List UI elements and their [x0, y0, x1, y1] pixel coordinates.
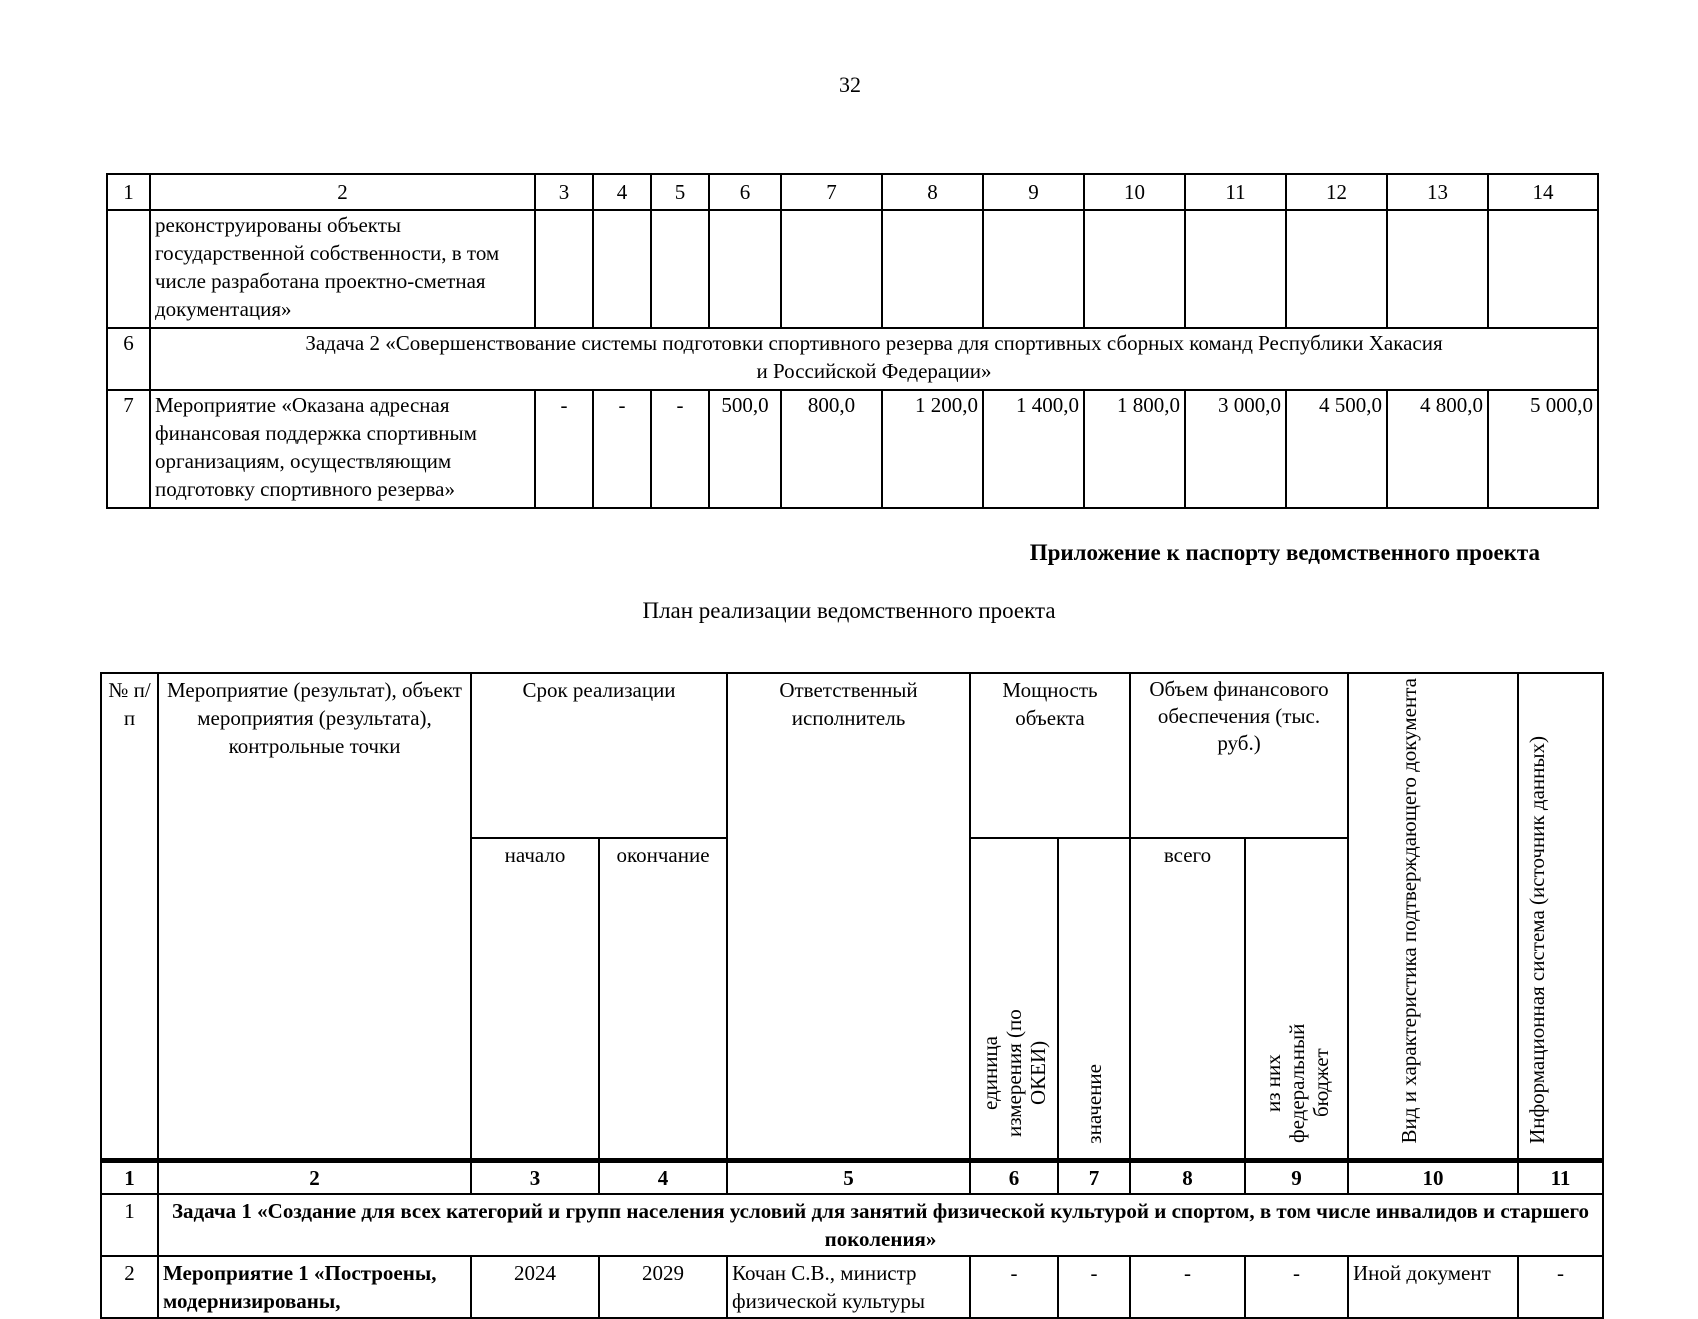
column-number: 5 [727, 1161, 970, 1195]
header-end: окончание [599, 838, 727, 1161]
event-name: Мероприятие 1 «Построены, модернизированы, [158, 1256, 471, 1318]
value-cell: 500,0 [709, 390, 781, 508]
column-number: 9 [983, 174, 1084, 210]
column-number: 5 [651, 174, 709, 210]
continued-row-text: реконструированы объекты государственной собственности, в том числе разработана проектно-сметная документация» [150, 210, 535, 328]
plan-title: План реализации ведомственного проекта [642, 598, 1056, 623]
plan-table [100, 672, 1604, 1319]
table-cell [651, 210, 709, 328]
table-cell [107, 210, 150, 328]
column-number: 7 [781, 174, 882, 210]
column-number-row [101, 1161, 1603, 1195]
column-number: 10 [1348, 1161, 1518, 1195]
value-cell: 3 000,0 [1185, 390, 1286, 508]
header-responsible: Ответственный исполнитель [727, 673, 970, 1161]
table-cell [882, 210, 983, 328]
start-year: 2024 [471, 1256, 599, 1318]
table-row [107, 210, 1598, 328]
responsible-executor: Кочан С.В., министр физической культуры [727, 1256, 970, 1318]
row-number: 6 [107, 328, 150, 390]
header-federal-cell [1245, 838, 1348, 1161]
federal-cell: - [1245, 1256, 1348, 1318]
column-number-row [107, 174, 1598, 210]
header-start: начало [471, 838, 599, 1161]
column-number: 9 [1245, 1161, 1348, 1195]
document-cell: Иной документ [1348, 1256, 1518, 1318]
table-cell [535, 210, 593, 328]
column-number: 8 [882, 174, 983, 210]
value-cell: 5 000,0 [1488, 390, 1598, 508]
header-federal: из них федеральный бюджет [1260, 1023, 1333, 1144]
header-finance: Объем финансового обеспечения (тыс. руб.) [1130, 673, 1348, 838]
column-number: 11 [1518, 1161, 1603, 1195]
header-capacity: Мощность объекта [970, 673, 1130, 838]
row-number: 2 [101, 1256, 158, 1318]
value-cell: 800,0 [781, 390, 882, 508]
task-title: Задача 1 «Создание для всех категорий и групп населения условий для занятий физической культурой и спортом, в том числе инвалидов и старшего поколения» [158, 1194, 1603, 1256]
header-info-cell [1518, 673, 1603, 1161]
header-period: Срок реализации [471, 673, 727, 838]
task-title: Задача 2 «Совершенствование системы подготовки спортивного резерва для спортивных сборных команд Республики Хакасия и Российской Федерации» [150, 328, 1598, 390]
column-number: 3 [535, 174, 593, 210]
header-doc-cell [1348, 673, 1518, 1161]
header-info: Информационная система (источник данных) [1524, 735, 1549, 1144]
header-value: значение [1082, 1063, 1106, 1144]
unit-cell: - [970, 1256, 1058, 1318]
header-unit-cell [970, 838, 1058, 1161]
row-number: 1 [101, 1194, 158, 1256]
table-cell [1084, 210, 1185, 328]
table-row [107, 390, 1598, 508]
header-row [101, 673, 1603, 838]
column-number: 14 [1488, 174, 1598, 210]
value-cell: 1 800,0 [1084, 390, 1185, 508]
end-year: 2029 [599, 1256, 727, 1318]
total-cell: - [1130, 1256, 1245, 1318]
table-cell [1185, 210, 1286, 328]
value-cell: - [535, 390, 593, 508]
table-cell [709, 210, 781, 328]
value-cell: 4 500,0 [1286, 390, 1387, 508]
value-cell: 4 800,0 [1387, 390, 1488, 508]
column-number: 2 [150, 174, 535, 210]
column-number: 13 [1387, 174, 1488, 210]
column-number: 12 [1286, 174, 1387, 210]
value-cell: 1 200,0 [882, 390, 983, 508]
header-unit: единица измерения (по ОКЕИ) [978, 1009, 1050, 1138]
value-cell: 1 400,0 [983, 390, 1084, 508]
column-number: 1 [101, 1161, 158, 1195]
column-number: 11 [1185, 174, 1286, 210]
table-cell [781, 210, 882, 328]
value-cell: - [593, 390, 651, 508]
task-row [107, 328, 1598, 390]
row-number: 7 [107, 390, 150, 508]
table-cell [1387, 210, 1488, 328]
header-value-cell [1058, 838, 1130, 1161]
table-cell [1488, 210, 1598, 328]
column-number: 7 [1058, 1161, 1130, 1195]
header-event: Мероприятие (результат), объект мероприятия (результата), контрольные точки [158, 673, 471, 1161]
task-row [101, 1194, 1603, 1256]
column-number: 4 [599, 1161, 727, 1195]
header-num: № п/п [101, 673, 158, 1161]
column-number: 1 [107, 174, 150, 210]
value-cell: - [1058, 1256, 1130, 1318]
column-number: 2 [158, 1161, 471, 1195]
column-number: 4 [593, 174, 651, 210]
event-name: Мероприятие «Оказана адресная финансовая поддержка спортивным организациям, осуществляющим подготовку спортивного резерва» [150, 390, 535, 508]
column-number: 3 [471, 1161, 599, 1195]
column-number: 6 [970, 1161, 1058, 1195]
table-cell [593, 210, 651, 328]
table-cell [983, 210, 1084, 328]
table-cell [1286, 210, 1387, 328]
info-system-cell: - [1518, 1256, 1603, 1318]
appendix-title: Приложение к паспорту ведомственного проекта [1029, 540, 1540, 565]
header-total: всего [1130, 838, 1245, 1161]
column-number: 6 [709, 174, 781, 210]
indicators-table [106, 173, 1599, 509]
page-number: 32 [839, 72, 861, 97]
column-number: 8 [1130, 1161, 1245, 1195]
header-doc: Вид и характеристика подтверждающего документа [1397, 678, 1422, 1144]
table-row [101, 1256, 1603, 1318]
value-cell: - [651, 390, 709, 508]
column-number: 10 [1084, 174, 1185, 210]
